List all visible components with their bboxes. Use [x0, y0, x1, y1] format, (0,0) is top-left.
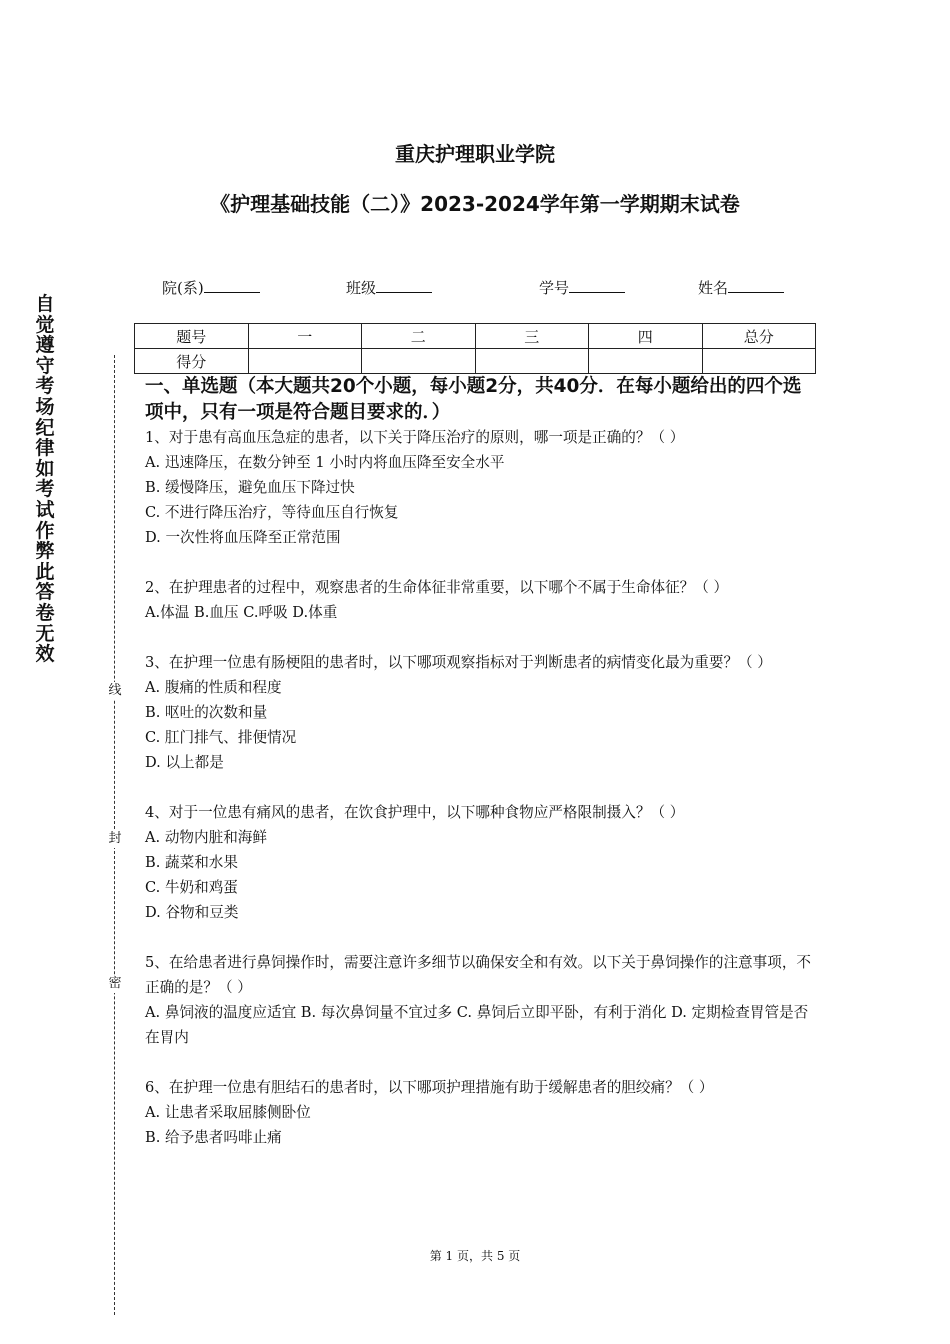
question-option: D. 以上都是	[145, 754, 224, 771]
question-4	[145, 800, 817, 925]
score-table	[134, 323, 816, 374]
question-option: A. 让患者采取屈膝侧卧位	[145, 1104, 311, 1121]
exam-title: 《护理基础技能（二）》2023-2024学年第一学期期末试卷	[210, 192, 740, 216]
score-table-cell[interactable]	[362, 349, 476, 374]
question-stem: 5、在给患者进行鼻饲操作时，需要注意许多细节以确保安全和有效。以下关于鼻饲操作的注意事项，不正确的是？（ ）	[145, 954, 812, 996]
score-table-cell: 二	[362, 324, 476, 349]
question-option: B. 蔬菜和水果	[145, 854, 238, 871]
question-stem: 1、对于患有高血压急症的患者，以下关于降压治疗的原则，哪一项是正确的？（ ）	[145, 429, 685, 446]
class-blank[interactable]	[376, 278, 432, 293]
section-heading: 一、单选题（本大题共20个小题，每小题2分，共40分．在每小题给出的四个选项中，只有一项是符合题目要求的．）	[145, 376, 802, 423]
question-option: D. 一次性将血压降至正常范围	[145, 529, 341, 546]
score-table-cell: 总分	[702, 324, 816, 349]
question-stem: 4、对于一位患有痛风的患者，在饮食护理中，以下哪种食物应严格限制摄入？（ ）	[145, 804, 685, 821]
student-id-label: 学号	[539, 279, 570, 297]
dept-label: 院(系)	[162, 279, 204, 297]
class-field[interactable]	[346, 277, 432, 298]
question-option: A. 腹痛的性质和程度	[145, 679, 282, 696]
score-table-cell[interactable]	[248, 349, 362, 374]
question-option: A. 鼻饲液的温度应适宜 B. 每次鼻饲量不宜过多 C. 鼻饲后立即平卧，有利于消化 D. 定期检查胃管是否在胃内	[145, 1004, 809, 1046]
student-id-blank[interactable]	[569, 278, 625, 293]
score-table-cell[interactable]	[702, 349, 816, 374]
question-1	[145, 425, 817, 550]
question-option: C. 肛门排气、排便情况	[145, 729, 297, 746]
question-option: B. 给予患者吗啡止痛	[145, 1129, 282, 1146]
question-stem: 6、在护理一位患有胆结石的患者时，以下哪项护理措施有助于缓解患者的胆绞痛？（ ）	[145, 1079, 714, 1096]
name-blank[interactable]	[728, 278, 784, 293]
seal-mark: 封	[106, 830, 124, 848]
student-id-field[interactable]	[539, 277, 625, 298]
question-2	[145, 575, 817, 625]
question-5	[145, 950, 817, 1050]
question-option: C. 不进行降压治疗，等待血压自行恢复	[145, 504, 399, 521]
question-6	[145, 1075, 817, 1150]
question-list	[145, 425, 817, 1150]
dept-blank[interactable]	[204, 278, 260, 293]
class-label: 班级	[346, 279, 377, 297]
line-mark: 线	[106, 682, 124, 700]
dept-field[interactable]	[162, 277, 260, 298]
score-table-cell: 三	[475, 324, 589, 349]
score-table-cell: 一	[248, 324, 362, 349]
score-table-cell: 得分	[135, 349, 249, 374]
question-3	[145, 650, 817, 775]
score-table-cell[interactable]	[475, 349, 589, 374]
exam-discipline-notice: 自觉遵守考场纪律如考试作弊此答卷无效	[35, 293, 55, 666]
question-option: A.体温 B.血压 C.呼吸 D.体重	[145, 604, 338, 621]
question-stem: 2、在护理患者的过程中，观察患者的生命体征非常重要，以下哪个不属于生命体征？（ ）	[145, 579, 729, 596]
secret-mark: 密	[106, 975, 124, 993]
question-option: A. 迅速降压，在数分钟至 1 小时内将血压降至安全水平	[145, 454, 505, 471]
score-table-score-row	[135, 349, 816, 374]
question-option: D. 谷物和豆类	[145, 904, 239, 921]
score-table-cell: 题号	[135, 324, 249, 349]
page-footer: 第 1 页，共 5 页	[429, 1249, 521, 1263]
question-option: B. 呕吐的次数和量	[145, 704, 268, 721]
name-label: 姓名	[698, 279, 729, 297]
name-field[interactable]	[698, 277, 784, 298]
score-table-cell: 四	[589, 324, 703, 349]
question-option: B. 缓慢降压，避免血压下降过快	[145, 479, 355, 496]
school-title: 重庆护理职业学院	[395, 142, 555, 166]
score-table-cell[interactable]	[589, 349, 703, 374]
score-table-header-row	[135, 324, 816, 349]
question-stem: 3、在护理一位患有肠梗阻的患者时，以下哪项观察指标对于判断患者的病情变化最为重要？（ ）	[145, 654, 772, 671]
question-option: C. 牛奶和鸡蛋	[145, 879, 238, 896]
question-option: A. 动物内脏和海鲜	[145, 829, 267, 846]
